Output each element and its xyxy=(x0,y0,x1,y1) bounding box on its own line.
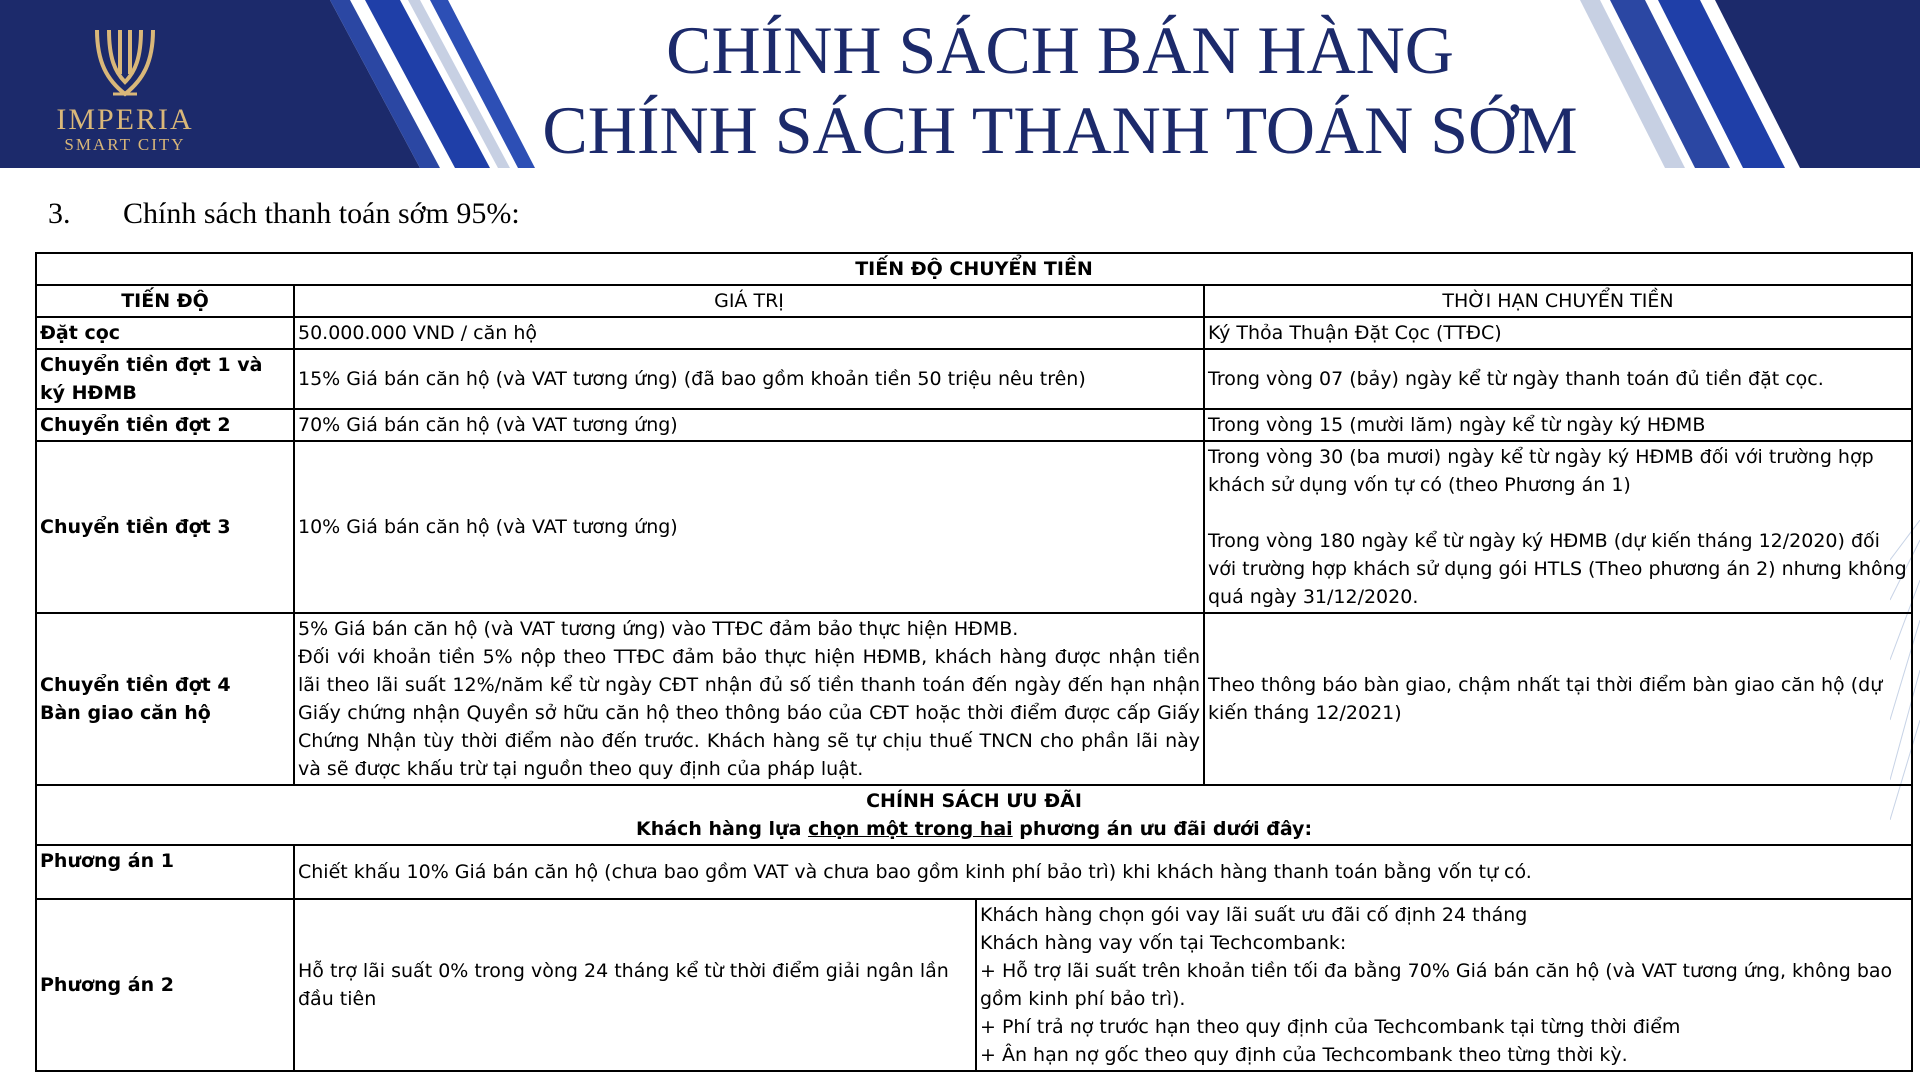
option-2-detail: + Ân hạn nợ gốc theo quy định của Techcombank theo từng thời kỳ. xyxy=(980,1044,1628,1066)
incentive-title: CHÍNH SÁCH ƯU ĐÃI xyxy=(866,790,1082,812)
option-2-detail: Khách hàng vay vốn tại Techcombank: xyxy=(980,932,1347,954)
deadline-cell: Theo thông báo bàn giao, chậm nhất tại thời điểm bàn giao căn hộ (dự kiến tháng 12/2021) xyxy=(1204,613,1912,785)
header-stage: TIẾN ĐỘ xyxy=(36,285,294,317)
logo-emblem-icon xyxy=(85,22,165,102)
table-row xyxy=(36,441,1912,613)
table-caption: TIẾN ĐỘ CHUYỂN TIỀN xyxy=(36,253,1912,285)
option-2-label: Phương án 2 xyxy=(36,899,294,1071)
stage-cell: Chuyển tiền đợt 1 và ký HĐMB xyxy=(36,349,294,409)
option-1-label: Phương án 1 xyxy=(36,845,294,899)
value-line-1: 5% Giá bán căn hộ (và VAT tương ứng) vào TTĐC đảm bảo thực hiện HĐMB. xyxy=(298,618,1019,640)
incentive-subtitle-emphasis: chọn một trong hai xyxy=(808,818,1013,840)
stage-cell xyxy=(36,613,294,785)
deadline-option-2: Trong vòng 180 ngày kể từ ngày ký HĐMB (dự kiến tháng 12/2020) đối với trường hợp khách sử dụng gói HTLS (Theo phương án 2) nhưng không quá ngày 31/12/2020. xyxy=(1208,530,1907,608)
option-2-detail: + Hỗ trợ lãi suất trên khoản tiền tối đa bằng 70% Giá bán căn hộ (và VAT tương ứng, không bao gồm kinh phí bảo trì). xyxy=(980,960,1893,1010)
right-banner-graphic xyxy=(1580,0,1920,168)
page-title-line1: CHÍNH SÁCH BÁN HÀNG xyxy=(666,12,1454,88)
header-deadline: THỜI HẠN CHUYỂN TIỀN xyxy=(1204,285,1912,317)
value-cell: 10% Giá bán căn hộ (và VAT tương ứng) xyxy=(294,441,1204,613)
table-row xyxy=(36,613,1912,785)
section-number: 3. xyxy=(48,197,71,230)
stage-line-2: Bàn giao căn hộ xyxy=(40,702,211,724)
value-cell: 15% Giá bán căn hộ (và VAT tương ứng) (đã bao gồm khoản tiền 50 triệu nêu trên) xyxy=(294,349,1204,409)
option-row xyxy=(36,845,1912,899)
header-value: GIÁ TRỊ xyxy=(294,285,1204,317)
section-heading xyxy=(48,196,520,232)
deadline-option-1: Trong vòng 30 (ba mươi) ngày kể từ ngày ký HĐMB đối với trường hợp khách sử dụng vốn tự có (theo Phương án 1) xyxy=(1208,446,1874,496)
option-2-support: Hỗ trợ lãi suất 0% trong vòng 24 tháng kể từ thời điểm giải ngân lần đầu tiên xyxy=(294,899,976,1071)
incentive-header-row xyxy=(36,785,1912,845)
incentive-subtitle: Khách hàng lựa chọn một trong hai phương án ưu đãi dưới đây: xyxy=(635,818,1313,840)
stage-cell: Đặt cọc xyxy=(36,317,294,349)
table-caption-row xyxy=(36,253,1912,285)
option-2-detail: + Phí trả nợ trước hạn theo quy định của Techcombank tại từng thời điểm xyxy=(980,1016,1681,1038)
value-cell xyxy=(294,613,1204,785)
deadline-cell xyxy=(1204,441,1912,613)
stage-line-1: Chuyển tiền đợt 4 xyxy=(40,674,231,696)
incentive-header xyxy=(36,785,1912,845)
stage-cell: Chuyển tiền đợt 2 xyxy=(36,409,294,441)
option-2-detail: Khách hàng chọn gói vay lãi suất ưu đãi cố định 24 tháng xyxy=(980,904,1528,926)
logo-name: IMPERIA xyxy=(56,103,194,136)
option-2-details xyxy=(976,899,1912,1071)
table-row xyxy=(36,409,1912,441)
value-cell: 50.000.000 VND / căn hộ xyxy=(294,317,1204,349)
option-1-text: Chiết khấu 10% Giá bán căn hộ (chưa bao gồm VAT và chưa bao gồm kinh phí bảo trì) khi khách hàng thanh toán bằng vốn tự có. xyxy=(294,845,1912,899)
logo-subtitle: SMART CITY xyxy=(64,135,186,154)
option-row xyxy=(36,899,1912,1071)
value-line-2: Đối với khoản tiền 5% nộp theo TTĐC đảm bảo thực hiện HĐMB, khách hàng được nhận tiền lãi theo lãi suất 12%/năm kể từ ngày CĐT nhận đủ số tiền thanh toán đến ngày đến hạn nhận Giấy chứng nhận Quyền sở hữu căn hộ theo thông báo của CĐT hoặc thời điểm được cấp Giấy Chứng Nhận tùy thời điểm nào đến trước. Khách hàng sẽ tự chịu thuế TNCN cho phần lãi này và sẽ được khấu trừ tại nguồn theo quy định của pháp luật. xyxy=(298,646,1200,780)
table-row xyxy=(36,317,1912,349)
stage-cell: Chuyển tiền đợt 3 xyxy=(36,441,294,613)
header-banner xyxy=(0,0,1920,168)
deadline-cell: Ký Thỏa Thuận Đặt Cọc (TTĐC) xyxy=(1204,317,1912,349)
deadline-cell: Trong vòng 07 (bảy) ngày kể từ ngày thanh toán đủ tiền đặt cọc. xyxy=(1204,349,1912,409)
payment-schedule-table xyxy=(35,252,1913,1072)
section-title: Chính sách thanh toán sớm 95%: xyxy=(123,197,520,230)
table-header-row xyxy=(36,285,1912,317)
value-cell: 70% Giá bán căn hộ (và VAT tương ứng) xyxy=(294,409,1204,441)
deadline-cell: Trong vòng 15 (mười lăm) ngày kể từ ngày ký HĐMB xyxy=(1204,409,1912,441)
imperia-logo xyxy=(40,22,210,154)
table-row xyxy=(36,349,1912,409)
page-title-line2: CHÍNH SÁCH THANH TOÁN SỚM xyxy=(542,92,1578,168)
